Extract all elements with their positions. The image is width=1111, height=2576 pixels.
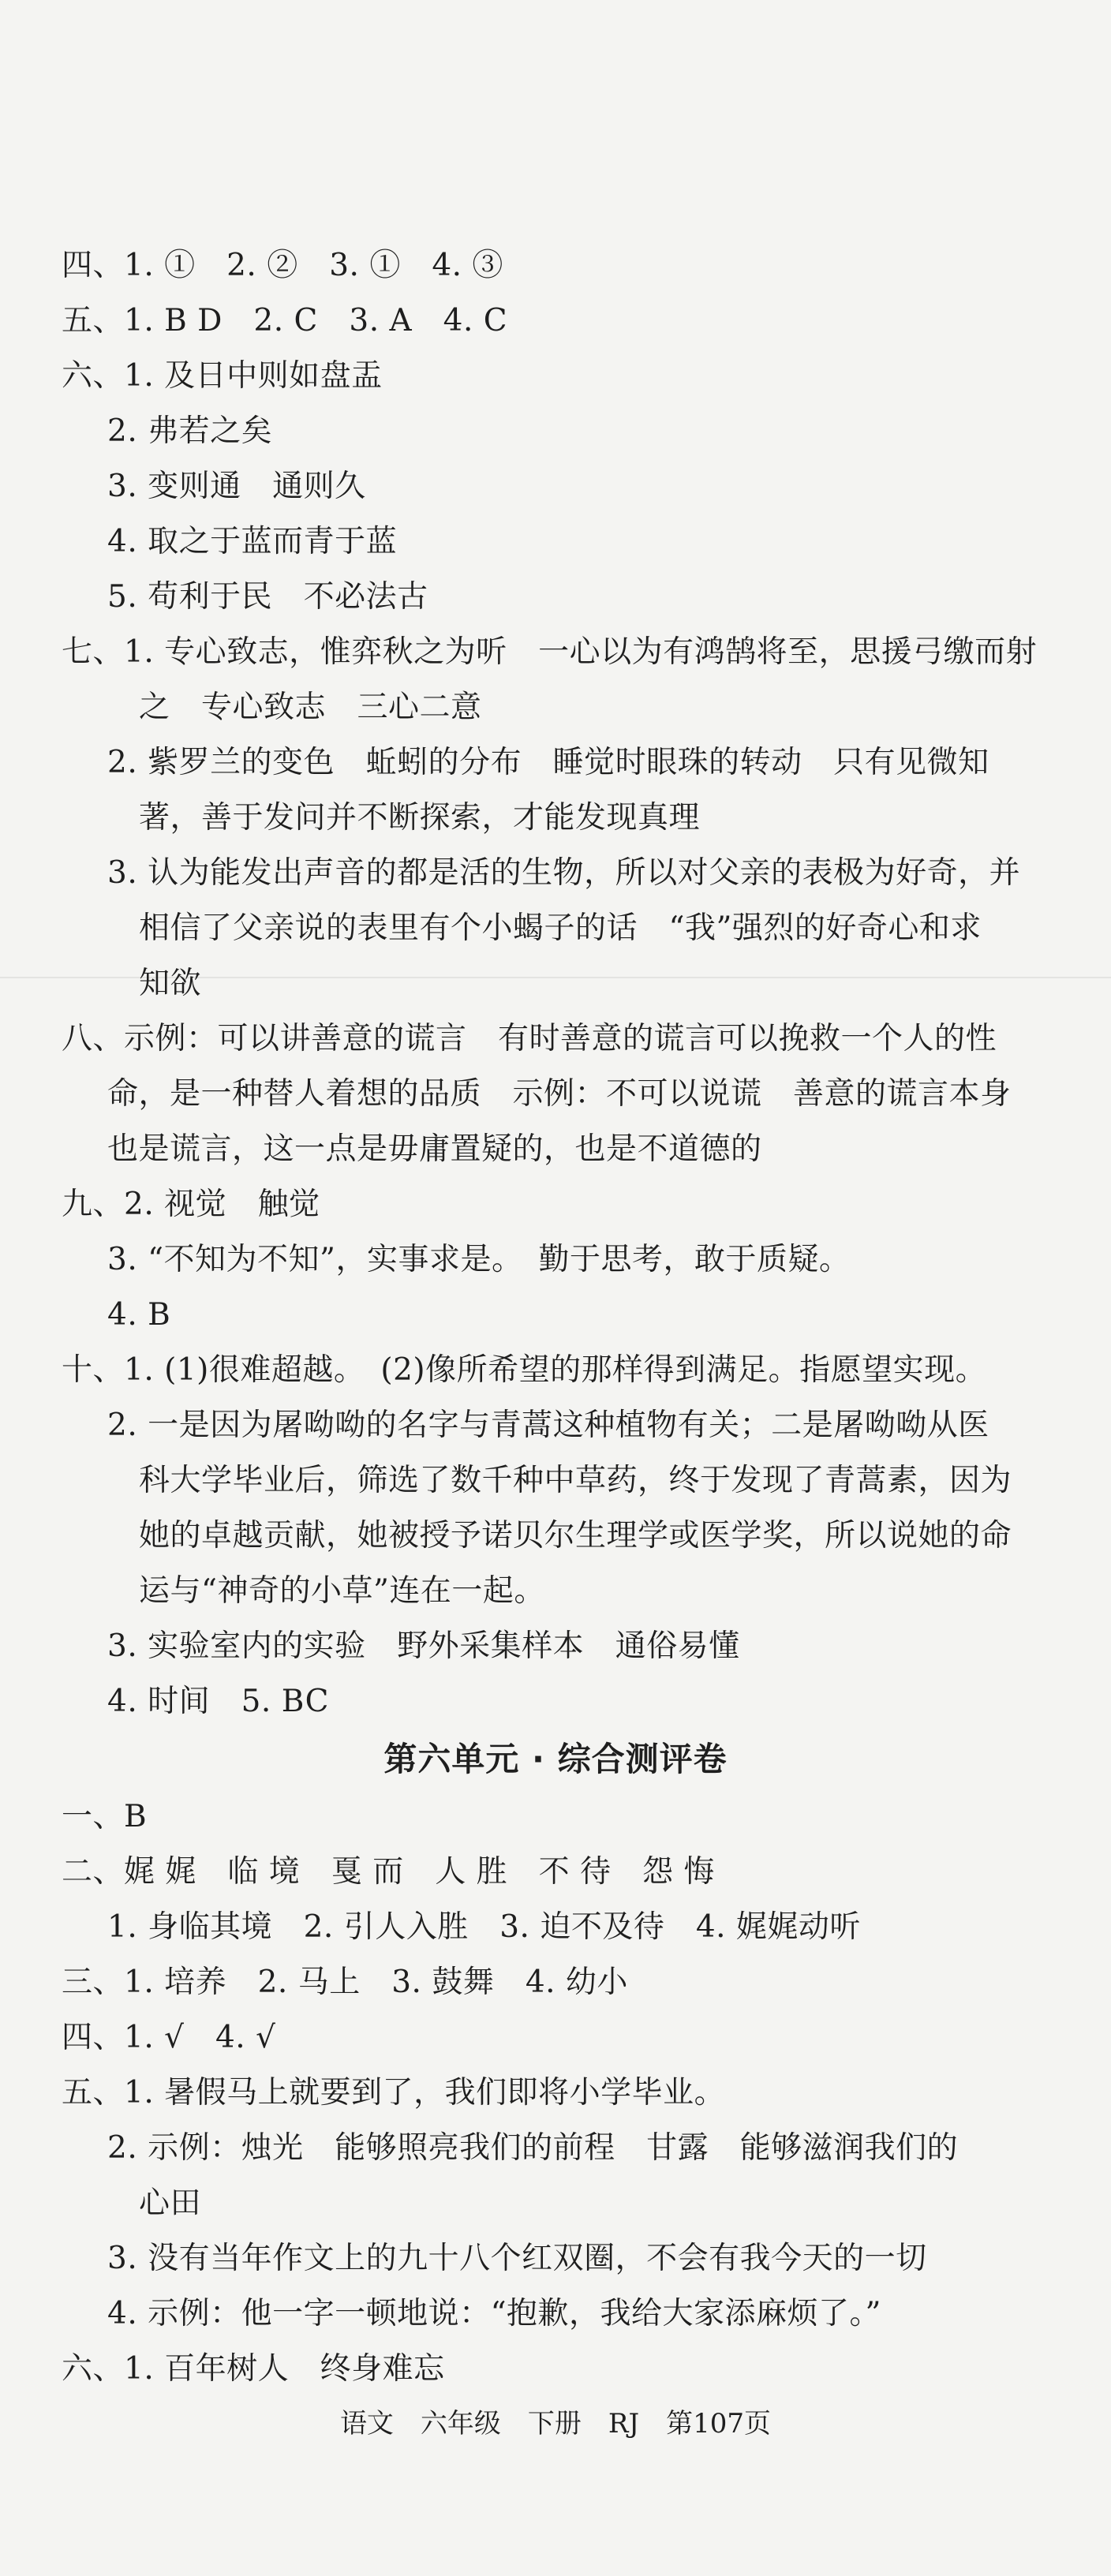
answer-line: 六、1. 百年树人 终身难忘 xyxy=(62,2351,445,2387)
answer-line: 2. 紫罗兰的变色 蚯蚓的分布 睡觉时眼珠的转动 只有见微知 xyxy=(107,745,989,780)
answer-line: 2. 一是因为屠呦呦的名字与青蒿这种植物有关；二是屠呦呦从医 xyxy=(107,1408,989,1443)
answer-line: 也是谎言，这一点是毋庸置疑的，也是不道德的 xyxy=(107,1131,762,1167)
answer-line: 三、1. 培养 2. 马上 3. 鼓舞 4. 幼小 xyxy=(62,1965,628,2000)
answer-line: 著，善于发问并不断探索，才能发现真理 xyxy=(139,800,701,836)
answer-line: 4. B xyxy=(107,1297,171,1333)
answer-line: 科大学毕业后，筛选了数千种中草药，终于发现了青蒿素，因为 xyxy=(139,1463,1012,1498)
answer-line: 四、1. ① 2. ② 3. ① 4. ③ xyxy=(62,248,503,283)
answer-line: 2. 示例：烛光 能够照亮我们的前程 甘露 能够滋润我们的 xyxy=(107,2130,959,2166)
answer-line: 一、B xyxy=(62,1799,148,1834)
answer-line: 十、1. (1)很难超越。 (2)像所希望的那样得到满足。指愿望实现。 xyxy=(62,1352,987,1388)
answer-line: 运与“神奇的小草”连在一起。 xyxy=(139,1573,545,1609)
answer-line: 3. 认为能发出声音的都是活的生物，所以对父亲的表极为好奇，并 xyxy=(107,855,1021,891)
answer-line: 之 专心致志 三心二意 xyxy=(139,690,482,725)
answer-line: 六、1. 及日中则如盘盂 xyxy=(62,358,383,394)
answer-line: 相信了父亲说的表里有个小蝎子的话 “我”强烈的好奇心和求 xyxy=(139,910,982,946)
answer-line: 五、1. 暑假马上就要到了，我们即将小学毕业。 xyxy=(62,2075,726,2111)
answer-line: 4. 示例：他一字一顿地说：“抱歉，我给大家添麻烦了。” xyxy=(107,2296,881,2331)
answer-line: 命，是一种替人着想的品质 示例：不可以说谎 善意的谎言本身 xyxy=(107,1076,1012,1112)
answer-line: 九、2. 视觉 触觉 xyxy=(62,1187,320,1222)
answer-line: 七、1. 专心致志，惟弈秋之为听 一心以为有鸿鹄将至，思援弓缴而射 xyxy=(62,634,1038,670)
answer-line: 她的卓越贡献，她被授予诺贝尔生理学或医学奖，所以说她的命 xyxy=(139,1518,1012,1553)
answer-line: 八、示例：可以讲善意的谎言 有时善意的谎言可以挽救一个人的性 xyxy=(62,1021,997,1056)
answer-line: 知欲 xyxy=(139,966,202,1001)
answer-line: 4. 时间 5. BC xyxy=(107,1684,329,1719)
answer-line: 4. 取之于蓝而青于蓝 xyxy=(107,524,398,559)
answer-line: 2. 弗若之矣 xyxy=(107,413,273,449)
answer-line: 5. 苟利于民 不必法古 xyxy=(107,579,428,615)
answer-line: 四、1. √ 4. √ xyxy=(62,2020,276,2055)
answer-line: 3. 实验室内的实验 野外采集样本 通俗易懂 xyxy=(107,1628,740,1664)
answer-line: 二、娓 娓 临 境 戛 而 人 胜 不 待 怨 悔 xyxy=(62,1854,715,1890)
page-footer: 语文 六年级 下册 RJ 第107页 xyxy=(339,2408,772,2440)
answer-line: 1. 身临其境 2. 引人入胜 3. 迫不及待 4. 娓娓动听 xyxy=(107,1909,861,1945)
unit-test-heading: 第六单元 · 综合测评卷 xyxy=(383,1740,728,1778)
answer-line: 心田 xyxy=(139,2185,202,2221)
answer-line: 3. “不知为不知”，实事求是。 勤于思考，敢于质疑。 xyxy=(107,1242,851,1277)
answer-line: 五、1. B D 2. C 3. A 4. C xyxy=(62,303,508,338)
answer-line: 3. 变则通 通则久 xyxy=(107,469,366,504)
answer-line: 3. 没有当年作文上的九十八个红双圈，不会有我今天的一切 xyxy=(107,2241,927,2276)
